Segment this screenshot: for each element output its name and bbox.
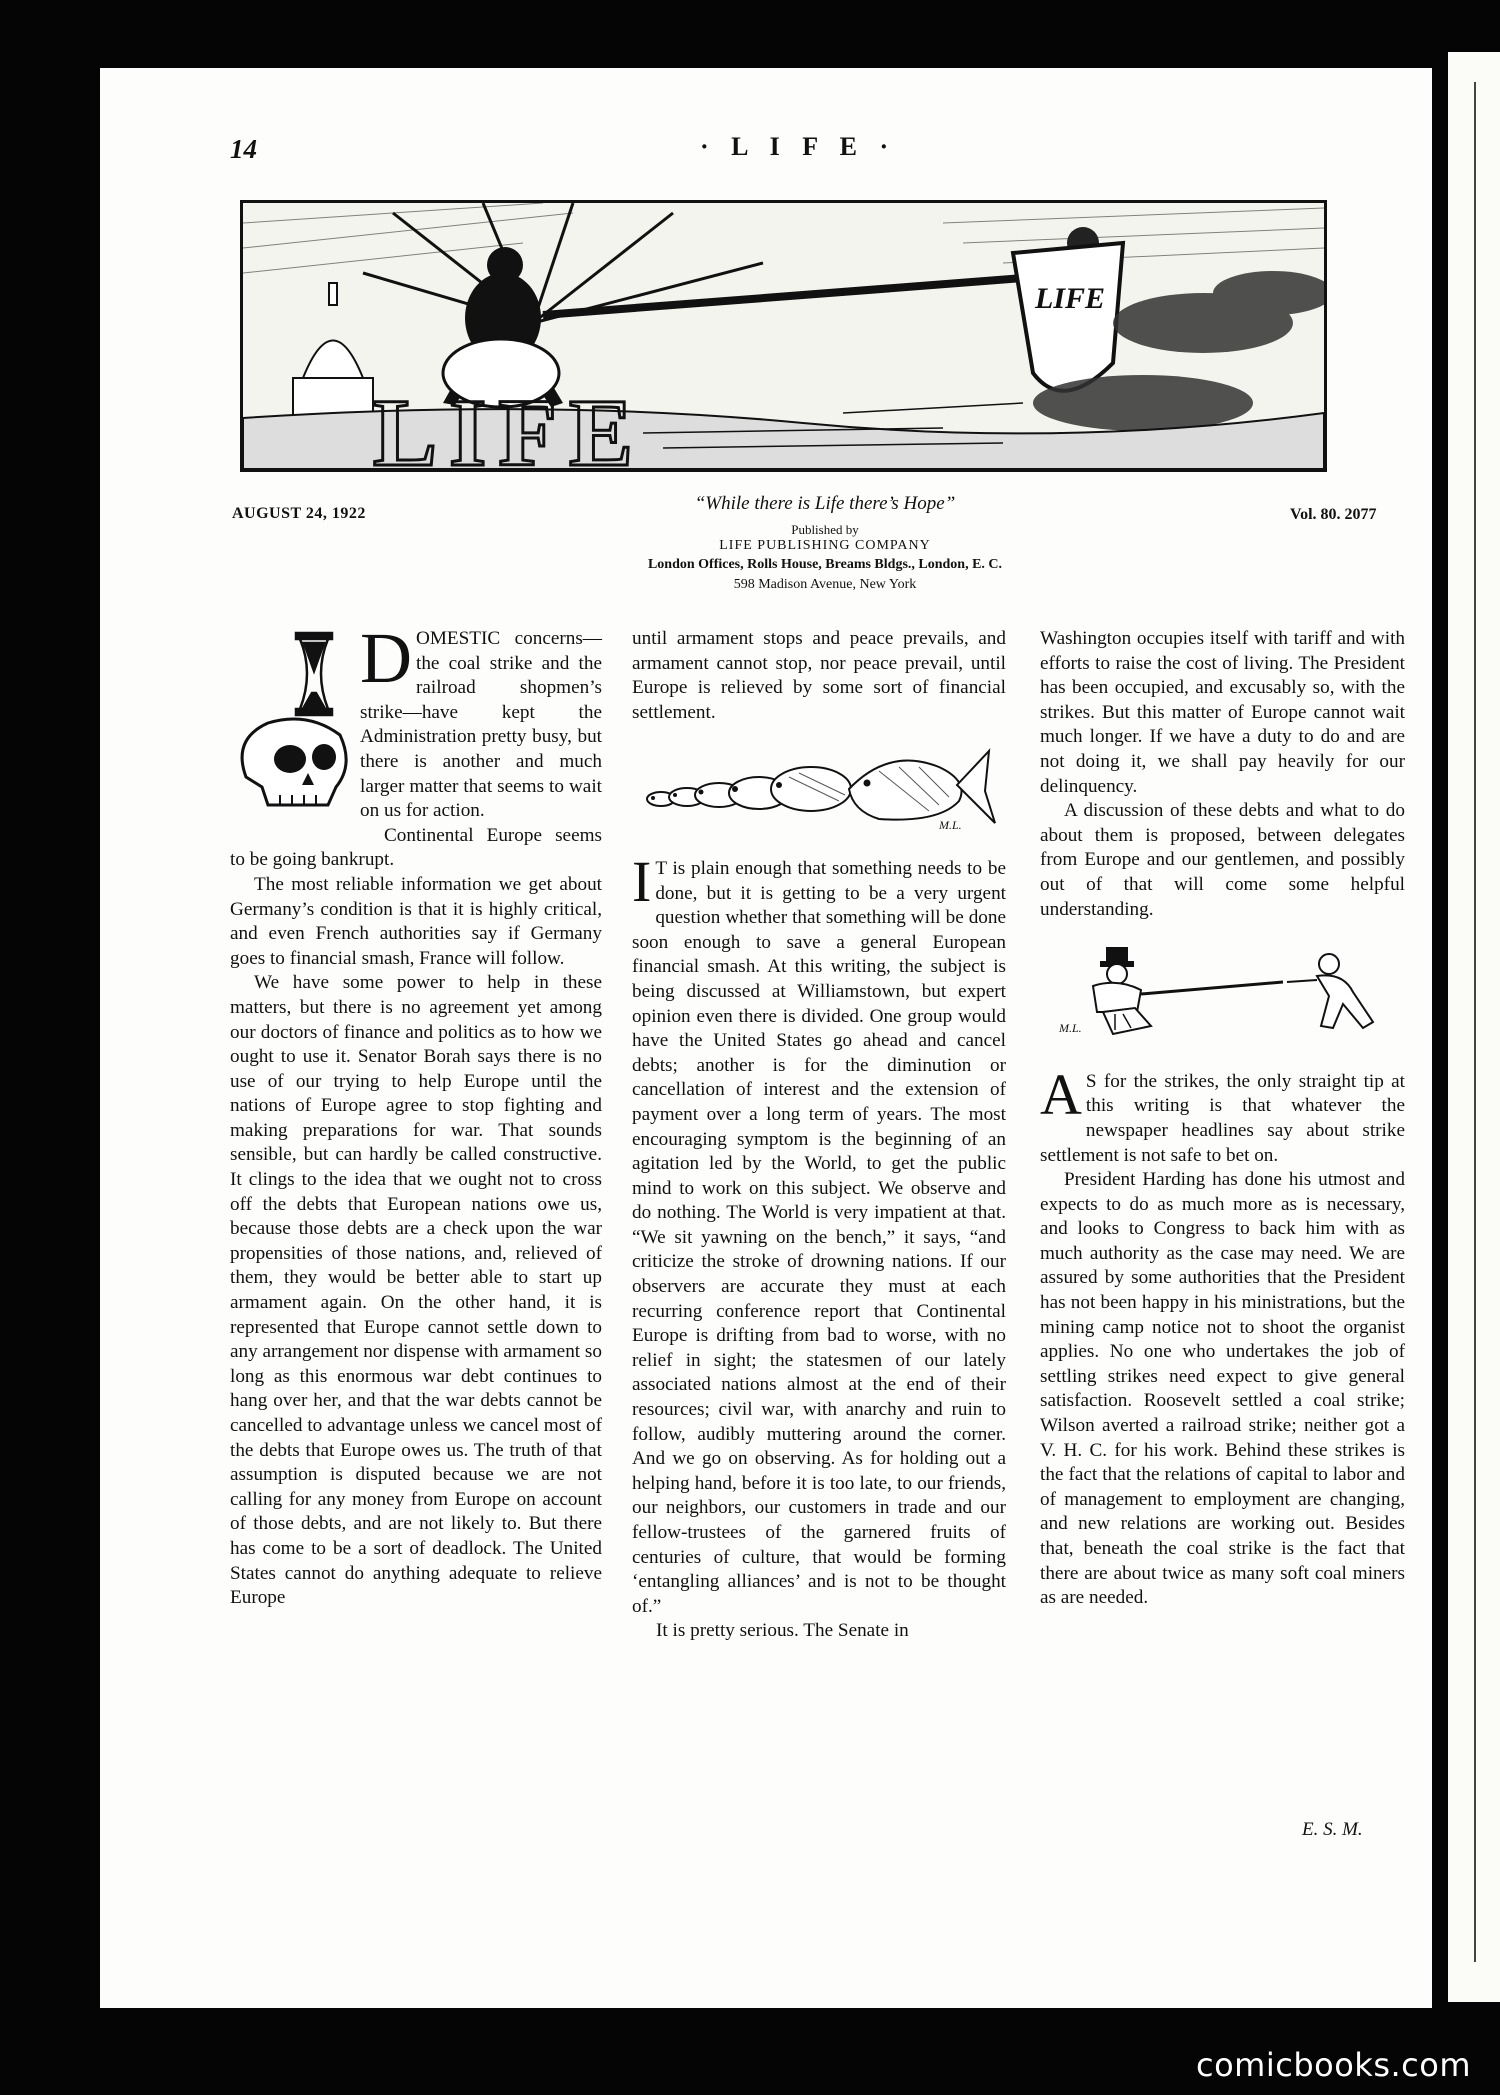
paragraph-washington-continued: Washington occupies itself with tariff and with efforts to raise the cost of living. The President has been occupied, and excusably so, with the strikes. But this matter of Europe cannot wait much longer. If we have a duty to do and are not doing it, we shall pay heavily for our delinquency. [1040, 628, 1405, 797]
volume-number: Vol. 80. 2077 [1290, 506, 1377, 523]
fish-illustration-initials: M.L. [939, 818, 962, 832]
paragraph-president-harding: President Harding has done his utmost and expects to do as much more as is necessary, and looks to Congress to back him with as much authority as the case may need. We are assured by some authorities that the President has not been happy in his ministrations, but the mining camp notice not to shoot the organist applies. No one who undertakes the job of settling strikes need expect to give general satisfaction. Roosevelt settled a coal strike; Wilson averted a railroad strike; neither got a V. H. C. for his work. Behind these strikes is the fact that the relations of capital to labor and of management to employment are changing, and new relations are working out. Besides that, beneath the coal strike is the fact that there are about twice as many soft coal miners as are needed. [1040, 1169, 1405, 1609]
masthead-shield-text: LIFE [1035, 282, 1106, 315]
masthead-logo-text: LIFE [373, 379, 646, 469]
author-signature: E. S. M. [1302, 1819, 1363, 1840]
hourglass-skull-illustration [228, 627, 356, 825]
fish-chain-illustration [639, 741, 999, 839]
drop-cap-a: A [1040, 1061, 1082, 1127]
paragraph-europe-bankrupt: Continental Europe seems to be going bankrupt. [230, 824, 602, 871]
published-by-line: Published by [791, 522, 859, 537]
running-head: · L I F E · [700, 132, 897, 161]
next-page-column-rule [1474, 82, 1476, 1962]
paragraph-power-to-help: We have some power to help in these matters, but there is no agreement yet among our doctors of finance and politics as to how we ought to use it. Senator Borah says there is no use of our trying to help Europe until the nations of Europe agree to stop fighting and making preparations for war. That sounds sensible, but can hardly be called constructive. It clings to the idea that we ought not to cross off the debts that European nations owe us, because those debts are a check upon the war propensities of those nations, and, relieved of them, they would be better able to start up armament again. On the other hand, it is represented that Europe cannot settle down to any arrangement nor dispense with armament so long as this enormous war debt continues to hang over her, and that the war debts cannot be cancelled to advantage unless we cancel most of the debts that Europe owes us. The truth of that assumption is disputed because we are not calling for any money from Europe on account of those debts, and are not likely to. But there has come to be a sort of deadlock. The United States cannot do anything adequate to relieve Europe [230, 972, 602, 1609]
drop-cap-i: I [632, 848, 652, 914]
article-column-1 [230, 618, 602, 1611]
publisher-name: LIFE PUBLISHING COMPANY [719, 538, 931, 553]
paragraph-discussion-of-debts: A discussion of these debts and what to do about them is proposed, between delegates from Europe and our gentlemen, and possibly out of that will come some helpful understanding. [1040, 800, 1405, 920]
drop-cap-d: D [360, 618, 412, 698]
paragraph-germany-condition: The most reliable information we get about Germany’s condition is that it is highly critical, and even French authorities say if Germany goes to financial smash, France will follow. [230, 873, 602, 969]
article-column-2 [632, 627, 1006, 1644]
new-york-office: 598 Madison Avenue, New York [733, 577, 917, 592]
next-page-edge [1448, 52, 1500, 2002]
paragraph-pretty-serious: It is pretty serious. The Senate in [656, 1620, 909, 1642]
motto: “While there is Life there’s Hope” [694, 493, 956, 514]
paragraph-as-for-strikes: S for the strikes, the only straight tip at this writing is that whatever the newspaper headlines say about strike settlement is not safe to bet on. [1040, 1070, 1405, 1166]
tug-of-war-illustration [1053, 942, 1393, 1050]
masthead-drawing [243, 203, 1324, 469]
london-offices: London Offices, Rolls House, Breams Bldgs., London, E. C. [647, 557, 1003, 572]
article-column-3 [1040, 627, 1405, 1611]
paragraph-armament-continued: until armament stops and peace prevails, and armament cannot stop, nor peace prevail, until Europe is relieved by some sort of financial settlement. [632, 628, 1006, 723]
masthead-illustration [240, 200, 1327, 472]
page-number: 14 [230, 134, 257, 164]
paragraph-plain-enough: T is plain enough that something needs to be done, but it is getting to be a very urgent question whether that something will be done soon enough to save a general European financial smash. At this writing, the subject is being discussed at Williamstown, but expert opinion even there is divided. One group would have the United States go ahead and cancel debts; another is for the diminution or cancellation of interest and the extension of payment over a long term of years. The most encouraging symptom is the beginning of an agitation led by the World, to get the public mind to work on this subject. We observe and do nothing. The World is very impatient at that. “We sit yawning on the bench,” it says, “and criticize the stroke of drowning nations. If our observers are accurate they must at each recurring conference report that Continental Europe is drifting from bad to worse, with no relief in sight; the statesmen of our lately associated nations almost at the end of their resources; civil war, with anarchy and ruin to follow, audibly muttering around the corner. And we go on observing. As for holding out a helping hand, before it is too late, to our friends, our neighbors, our customers in trade and our fellow-trustees of the garnered fruits of centuries of culture, that would be forming ‘entangling alliances’ and is not to be thought of.” [632, 857, 1006, 1617]
paragraph-domestic-concerns: OMESTIC concerns—the coal strike and the railroad shopmen’s strike—have kept the Administration pretty busy, but there is another and much larger matter that seems to wait on us for action. [360, 628, 602, 822]
tug-illustration-initials: M.L. [1058, 1021, 1082, 1036]
watermark: comicbooks.com [1196, 2046, 1472, 2084]
issue-date: AUGUST 24, 1922 [232, 505, 366, 522]
